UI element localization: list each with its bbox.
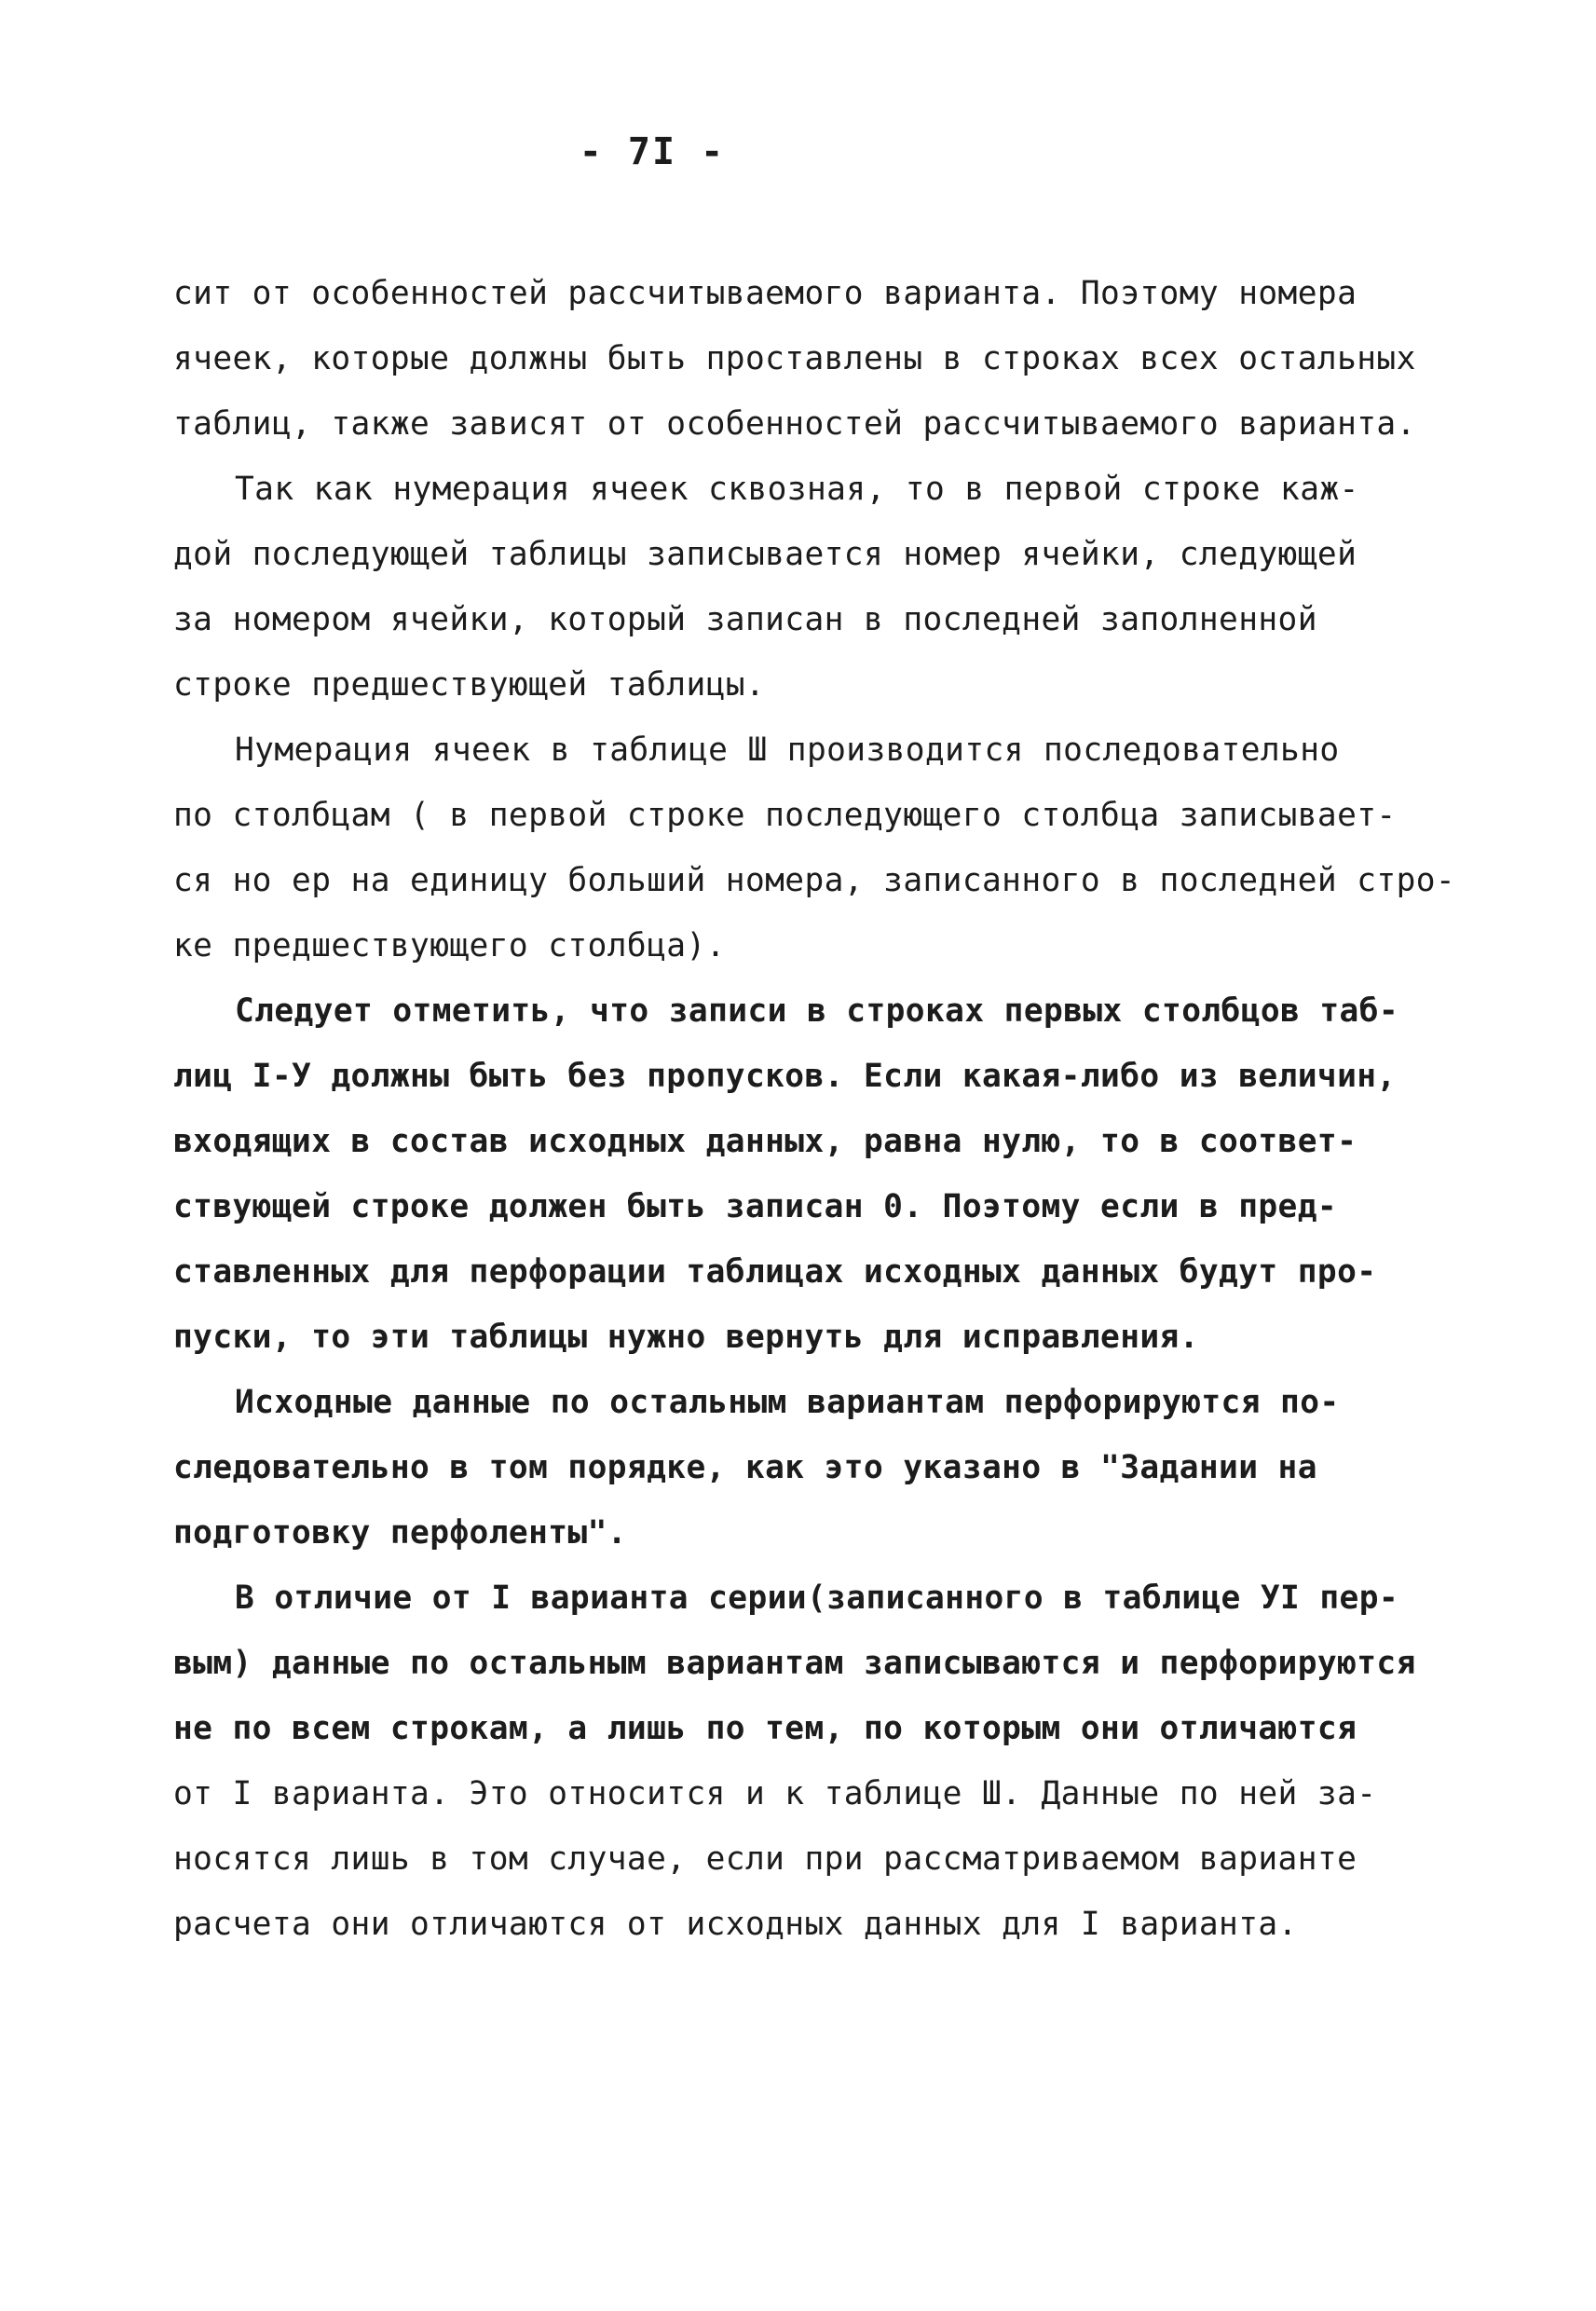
text-line: пуски, то эти таблицы нужно вернуть для исправления. bbox=[173, 1319, 1199, 1356]
text-line: вым) данные по остальным вариантам записываются и перфорируются bbox=[173, 1645, 1416, 1682]
text-line: дой последующей таблицы записывается номер ячейки, следующей bbox=[173, 536, 1357, 573]
text-line: ся но ер на единицу больший номера, записанного в последней стро- bbox=[173, 862, 1456, 899]
text-line: расчета они отличаются от исходных данных для I варианта. bbox=[173, 1906, 1298, 1943]
paragraph-start-line: В отличие от I варианта серии(записанного в таблице УI пер- bbox=[235, 1579, 1399, 1617]
paragraph-start-line: Нумерация ячеек в таблице Ш производится последовательно bbox=[235, 732, 1340, 769]
body-text bbox=[173, 261, 1459, 1957]
text-line: ставленных для перфорации таблицах исходных данных будут про- bbox=[173, 1253, 1377, 1291]
text-line: за номером ячейки, который записан в последней заполненной bbox=[173, 601, 1317, 638]
text-line: входящих в состав исходных данных, равна нулю, то в соответ- bbox=[173, 1123, 1357, 1160]
text-line: от I варианта. Это относится и к таблице Ш. Данные по ней за- bbox=[173, 1775, 1377, 1812]
text-line: по столбцам ( в первой строке последующего столбца записывает- bbox=[173, 797, 1397, 834]
text-line: подготовку перфоленты". bbox=[173, 1514, 627, 1552]
text-line: ячеек, которые должны быть проставлены в строках всех остальных bbox=[173, 340, 1416, 377]
text-line: ствующей строке должен быть записан 0. Поэтому если в пред- bbox=[173, 1188, 1338, 1225]
paragraph-start-line: Исходные данные по остальным вариантам перфорируются по- bbox=[235, 1384, 1340, 1421]
paragraph-start-line: Так как нумерация ячеек сквозная, то в первой строке каж- bbox=[235, 471, 1359, 508]
text-line: строке предшествующей таблицы. bbox=[173, 666, 766, 704]
text-line: ке предшествующего столбца). bbox=[173, 927, 726, 964]
text-line: лиц I-У должны быть без пропусков. Если какая-либо из величин, bbox=[173, 1058, 1397, 1095]
text-line: сит от особенностей рассчитываемого варианта. Поэтому номера bbox=[173, 275, 1357, 312]
text-line: носятся лишь в том случае, если при рассматриваемом варианте bbox=[173, 1840, 1357, 1878]
text-line: не по всем строкам, а лишь по тем, по которым они отличаются bbox=[173, 1710, 1357, 1747]
text-line: следовательно в том порядке, как это указано в "Задании на bbox=[173, 1449, 1317, 1486]
paragraph-start-line: Следует отметить, что записи в строках первых столбцов таб- bbox=[235, 992, 1399, 1030]
text-line: таблиц, также зависят от особенностей рассчитываемого варианта. bbox=[173, 405, 1416, 443]
page-number: - 7I - bbox=[579, 130, 726, 173]
